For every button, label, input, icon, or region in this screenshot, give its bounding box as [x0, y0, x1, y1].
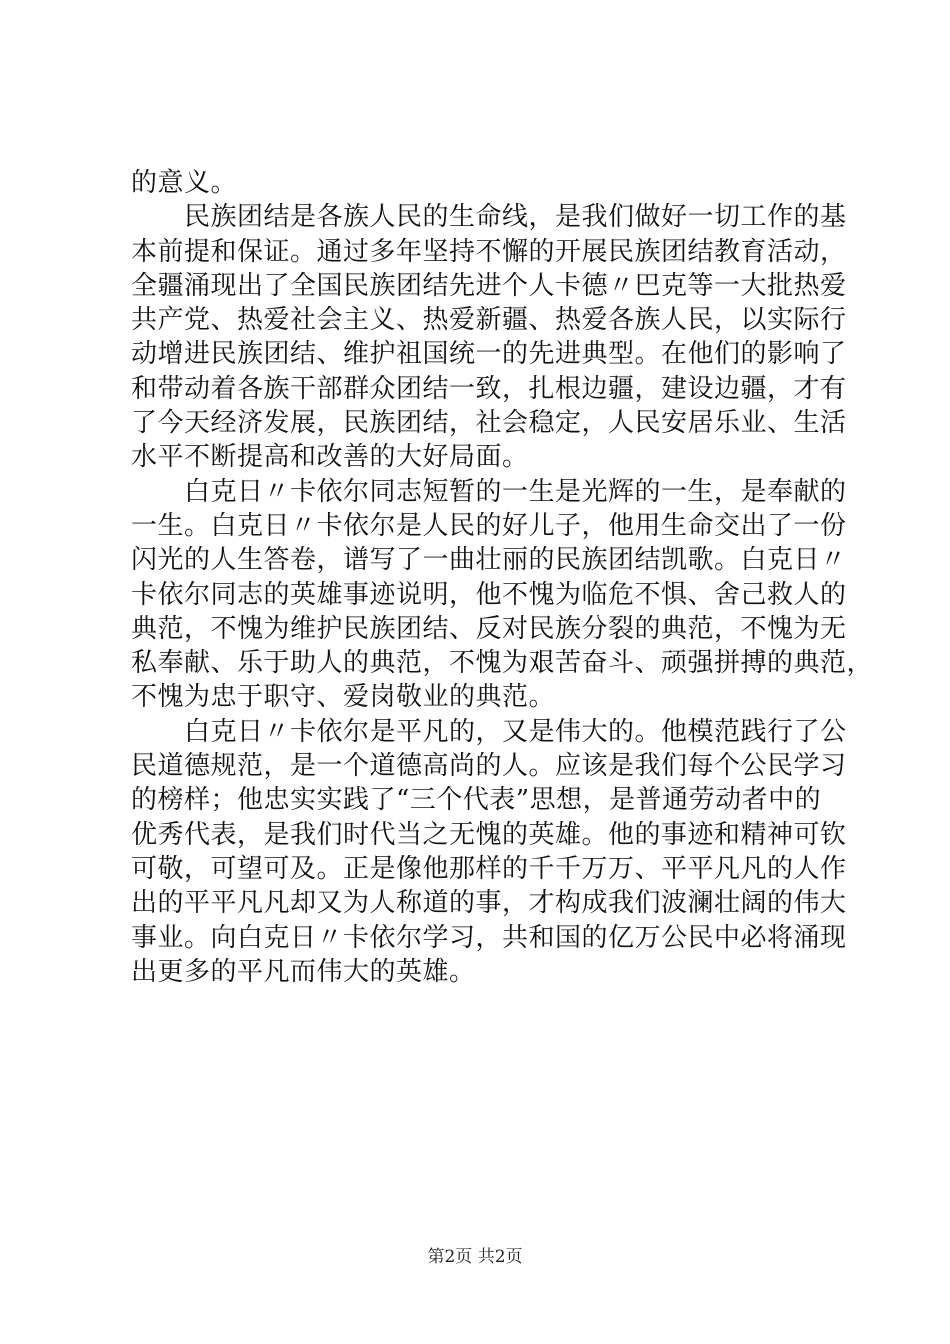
text-line: 不愧为忠于职守、爱岗敬业的典范。 — [131, 682, 556, 713]
text-line: 民族团结是各族人民的生命线，是我们做好一切工作的基 — [131, 202, 847, 233]
page-number: 第2页 共2页 — [427, 1247, 523, 1267]
text-line: 闪光的人生答卷，谱写了一曲壮丽的民族团结凯歌。白克日〃 — [131, 545, 847, 576]
text-line: 民道德规范，是一个道德高尚的人。应该是我们每个公民学习 — [131, 751, 847, 782]
text-line: 共产党、热爱社会主义、热爱新疆、热爱各族人民，以实际行 — [131, 305, 847, 336]
body-text — [131, 166, 874, 989]
text-line: 卡依尔同志的英雄事迹说明，他不愧为临危不惧、舍己救人的 — [131, 579, 847, 610]
text-line: 水平不断提高和改善的大好局面。 — [131, 442, 529, 473]
text-line: 可敬，可望可及。正是像他那样的千千万万、平平凡凡的人作 — [131, 853, 847, 884]
text-line: 动增进民族团结、维护祖国统一的先进典型。在他们的影响了 — [131, 339, 847, 370]
text-line: 的榜样；他忠实实践了“三个代表”思想，是普通劳动者中的 — [131, 785, 822, 816]
text-line: 出更多的平凡而伟大的英雄。 — [131, 956, 476, 987]
text-line: 全疆涌现出了全国民族团结先进个人卡德〃巴克等一大批热爱 — [131, 270, 847, 301]
text-line: 典范，不愧为维护民族团结、反对民族分裂的典范，不愧为无 — [131, 613, 847, 644]
text-line: 一生。白克日〃卡依尔是人民的好儿子，他用生命交出了一份 — [131, 510, 847, 541]
text-line: 白克日〃卡依尔同志短暂的一生是光辉的一生，是奉献的 — [131, 476, 847, 507]
text-line: 私奉献、乐于助人的典范，不愧为艰苦奋斗、顽强拼搏的典范， — [131, 648, 874, 679]
text-line: 事业。向白克日〃卡依尔学习，共和国的亿万公民中必将涌现 — [131, 922, 847, 953]
text-line: 白克日〃卡依尔是平凡的，又是伟大的。他模范践行了公 — [131, 716, 847, 747]
text-line: 出的平平凡凡却又为人称道的事，才构成我们波澜壮阔的伟大 — [131, 888, 847, 919]
text-line: 优秀代表，是我们时代当之无愧的英雄。他的事迹和精神可钦 — [131, 819, 847, 850]
text-line: 本前提和保证。通过多年坚持不懈的开展民族团结教育活动， — [131, 236, 847, 267]
page-footer — [0, 1242, 950, 1267]
text-line: 和带动着各族干部群众团结一致，扎根边疆，建设边疆，才有 — [131, 373, 847, 404]
text-line: 的意义。 — [131, 168, 238, 198]
text-line: 了今天经济发展，民族团结，社会稳定，人民安居乐业、生活 — [131, 408, 847, 439]
